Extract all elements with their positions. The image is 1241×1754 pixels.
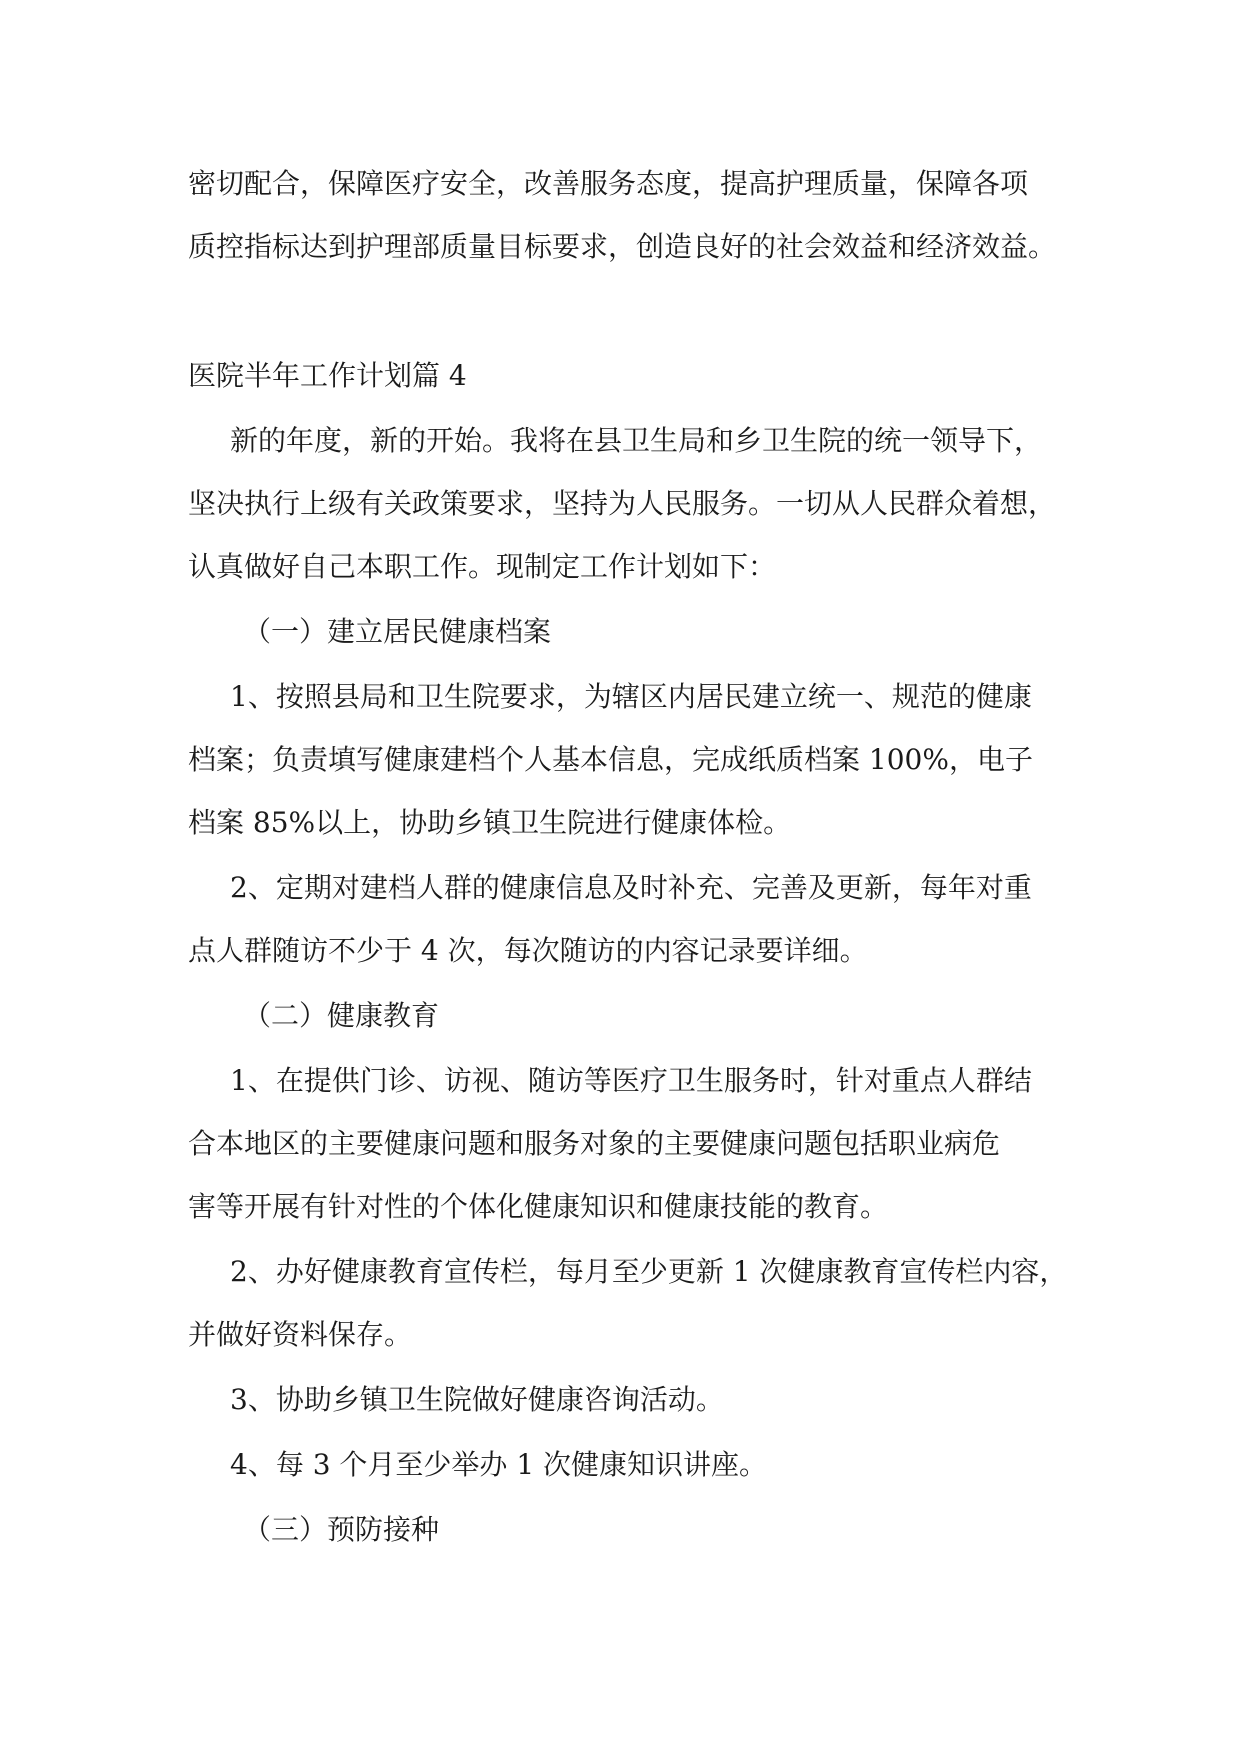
list-item: 1、按照县局和卫生院要求，为辖区内居民建立统一、规范的健康: [230, 680, 1032, 713]
paragraph-line: 质控指标达到护理部质量目标要求，创造良好的社会效益和经济效益。: [188, 230, 1057, 263]
list-item: 3、协助乡镇卫生院做好健康咨询活动。: [230, 1383, 724, 1416]
list-item: 1、在提供门诊、访视、随访等医疗卫生服务时，针对重点人群结: [230, 1064, 1032, 1097]
paragraph-line: 并做好资料保存。: [188, 1318, 413, 1351]
paragraph-line: 密切配合，保障医疗安全，改善服务态度，提高护理质量，保障各项: [188, 167, 1029, 200]
list-item: 2、定期对建档人群的健康信息及时补充、完善及更新，每年对重: [230, 871, 1032, 904]
subsection-heading: （三）预防接种: [243, 1513, 440, 1546]
paragraph-line: 坚决执行上级有关政策要求，坚持为人民服务。一切从人民群众着想，: [188, 487, 1057, 520]
paragraph-line: 档案；负责填写健康建档个人基本信息，完成纸质档案 100%，电子: [188, 743, 1033, 776]
paragraph-line: 新的年度，新的开始。我将在县卫生局和乡卫生院的统一领导下，: [230, 424, 1043, 457]
subsection-heading: （一）建立居民健康档案: [243, 615, 552, 648]
paragraph-line: 害等开展有针对性的个体化健康知识和健康技能的教育。: [188, 1190, 889, 1223]
subsection-heading: （二）健康教育: [243, 999, 440, 1032]
paragraph-line: 档案 85%以上，协助乡镇卫生院进行健康体检。: [188, 806, 792, 839]
section-heading: 医院半年工作计划篇 4: [188, 359, 467, 392]
paragraph-line: 合本地区的主要健康问题和服务对象的主要健康问题包括职业病危: [188, 1127, 1001, 1160]
list-item: 2、办好健康教育宣传栏，每月至少更新 1 次健康教育宣传栏内容，: [230, 1255, 1068, 1288]
paragraph-line: 认真做好自己本职工作。现制定工作计划如下：: [188, 550, 777, 583]
paragraph-line: 点人群随访不少于 4 次，每次随访的内容记录要详细。: [188, 934, 868, 967]
list-item: 4、每 3 个月至少举办 1 次健康知识讲座。: [230, 1448, 768, 1481]
